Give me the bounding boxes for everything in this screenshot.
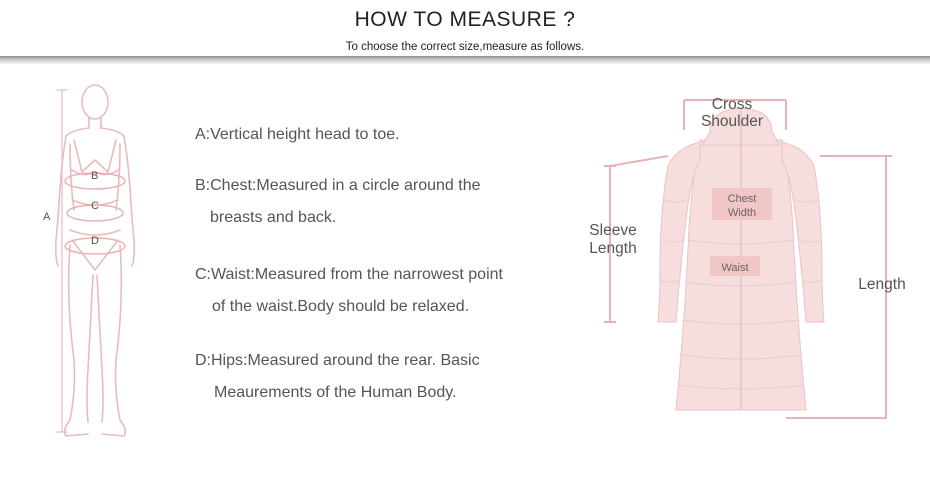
coat-label-cross-shoulder-1: Cross (711, 96, 753, 113)
body-label-b: B (91, 170, 99, 182)
instruction-c-line2: of the waist.Body should be relaxed. (212, 298, 470, 315)
page-subtitle: To choose the correct size,measure as follows. (345, 41, 585, 53)
coat-label-chest-1: Chest (727, 193, 757, 205)
coat-label-sleeve-2: Length (589, 240, 637, 257)
body-label-c: C (91, 200, 99, 212)
instruction-b-line2: breasts and back. (210, 209, 337, 226)
instruction-b-line1: B:Chest:Measured in a circle around the (195, 177, 481, 194)
coat-label-cross-shoulder-2: Shoulder (700, 113, 764, 130)
body-figure-illustration (0, 70, 160, 450)
coat-label-length: Length (858, 276, 906, 293)
instruction-a: A:Vertical height head to toe. (195, 126, 400, 143)
instruction-d-line2: Meaurements of the Human Body. (214, 384, 457, 401)
header-divider (0, 56, 930, 64)
instruction-d-line1: D:Hips:Measured around the rear. Basic (195, 352, 480, 369)
coat-label-waist: Waist (721, 262, 749, 274)
instruction-c-line1: C:Waist:Measured from the narrowest point (195, 266, 503, 283)
coat-label-sleeve-1: Sleeve (589, 222, 637, 239)
page-title: HOW TO MEASURE ? (354, 8, 576, 31)
body-label-a: A (43, 211, 51, 223)
body-label-d: D (91, 235, 99, 247)
coat-label-chest-2: Width (727, 207, 757, 219)
